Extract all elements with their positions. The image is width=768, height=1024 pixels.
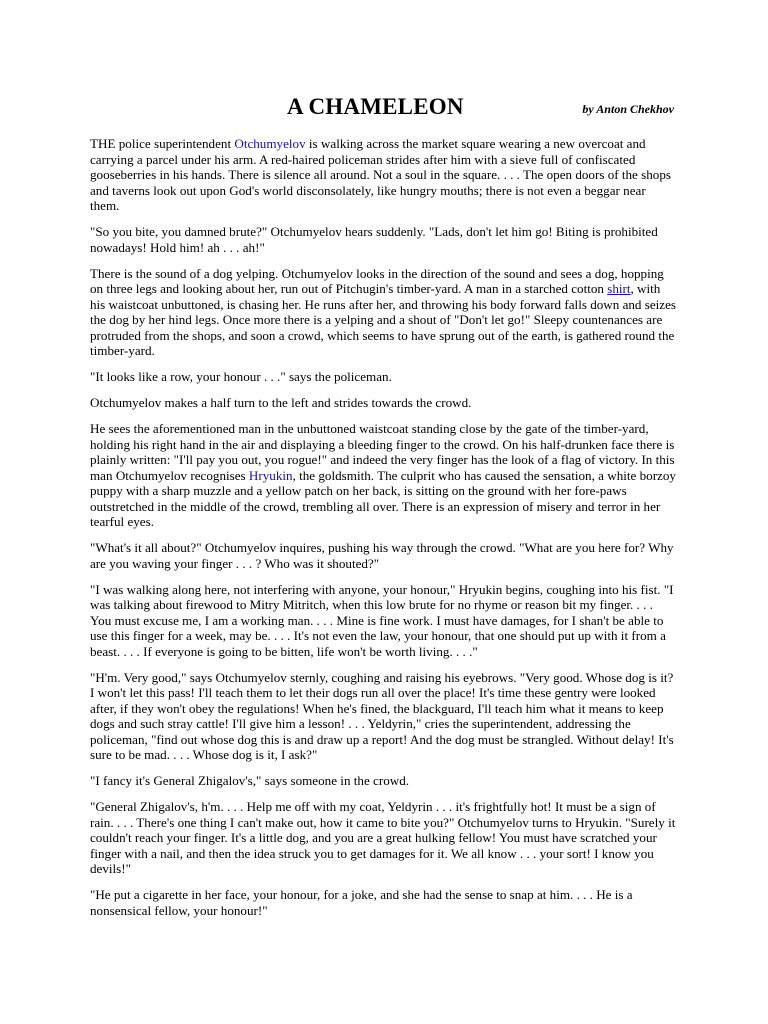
- page-title: A CHAMELEON: [287, 94, 464, 119]
- author-byline: by Anton Chekhov: [582, 102, 674, 116]
- title-row: [90, 94, 676, 122]
- paragraph-4: "It looks like a row, your honour . . ." says the policeman.: [90, 369, 392, 384]
- paragraph-9: "H'm. Very good," says Otchumyelov sternly, coughing and raising his eyebrows. "Very good. Whose dog is it? I won't let this pass! I'll teach them to let their dogs run all over the place! It's time these gentry were looked after, if they won't obey the regulations! When he's fined, the blackguard, I'll teach him what it means to keep dogs and such stray cattle! I'll give him a lesson! . . . Yeldyrin," cries the superintendent, addressing the policeman, "find out whose dog this is and draw up a report! And the dog must be strangled. Without delay! It's sure to be mad. . . . Whose dog is it, I ask?": [90, 669, 674, 762]
- paragraph-10: "I fancy it's General Zhigalov's," says someone in the crowd.: [90, 773, 410, 788]
- paragraph-2: "So you bite, you damned brute?" Otchumyelov hears suddenly. "Lads, don't let him go! Biting is prohibited nowadays! Hold him! ah . . . ah!": [90, 224, 658, 255]
- paragraph-11: "General Zhigalov's, h'm. . . . Help me off with my coat, Yeldyrin . . . it's frightfully hot! It must be a sign of rain. . . . There's one thing I can't make out, how it came to bite you?" Otchumyelov turns to Hryukin. "Surely it couldn't reach your finger. It's a little dog, and you are a great hulking fellow! You must have scratched your finger with a nail, and then the idea struck you to get damages for it. We all know . . . your sort! I know you devils!": [90, 799, 676, 876]
- paragraph-7: "What's it all about?" Otchumyelov inquires, pushing his way through the crowd. "What are you here for? Why are you waving your finger . . . ? Who was it shouted?": [90, 540, 674, 571]
- link-otchumyelov[interactable]: Otchumyelov: [234, 136, 306, 151]
- paragraph-1: THE police superintendent Otchumyelov is walking across the market square wearing a new overcoat and carrying a parcel under his arm. A red-haired policeman strides after him with a sieve full of confiscated gooseberries in his hands. There is silence all around. Not a soul in the square. . . . The open doors of the shops and taverns look out upon God's world disconsolately, like hungry mouths; there is not even a beggar near them.: [90, 136, 671, 213]
- paragraph-8: "I was walking along here, not interfering with anyone, your honour," Hryukin begins, coughing into his fist. "I was talking about firewood to Mitry Mitritch, when this low brute for no rhyme or reason bit my finger. . . . You must excuse me, I am a working man. . . . Mine is fine work. I must have damages, for I shan't be able to use this finger for a week, may be. . . . It's not even the law, your honour, that one should put up with it from a beast. . . . If everyone is going to be bitten, life won't be worth living. . . .": [90, 581, 674, 659]
- paragraph-12: "He put a cigarette in her face, your honour, for a joke, and she had the sense to snap at him. . . . He is a nonsensical fellow, your honour!": [90, 887, 633, 918]
- paragraph-3: There is the sound of a dog yelping. Otchumyelov looks in the direction of the sound and sees a dog, hopping on three legs and looking about her, run out of Pitchugin's timber-yard. A man in a starched cotton shirt, with his waistcoat unbuttoned, is chasing her. He runs after her, and throwing his body forward falls down and seizes the dog by her hind legs. Once more there is a yelping and a shout of "Don't let go!" Sleepy countenances are protruded from the shops, and soon a crowd, which seems to have sprung out of the earth, is gathered round the timber-yard.: [90, 265, 677, 358]
- link-shirt[interactable]: shirt: [607, 281, 631, 296]
- link-hryukin[interactable]: Hryukin: [248, 467, 293, 483]
- paragraph-5: Otchumyelov makes a half turn to the left and strides towards the crowd.: [90, 395, 472, 410]
- paragraph-6: He sees the aforementioned man in the unbuttoned waistcoat standing close by the gate of the timber-yard, holding his right hand in the air and displaying a bleeding finger to the crowd. On his half-drunken face there is plainly written: "I'll pay you out, you rogue!" and indeed the very finger has the look of a flag of victory. In this man Otchumyelov recognises Hryukin, the goldsmith. The culprit who has caused the sensation, a white borzoy puppy with a sharp muzzle and a yellow patch on her back, is sitting on the ground with her fore-paws outstretched in the middle of the crowd, trembling all over. There is an expression of misery and terror in her tearful eyes.: [90, 421, 676, 529]
- document-page: [90, 94, 676, 929]
